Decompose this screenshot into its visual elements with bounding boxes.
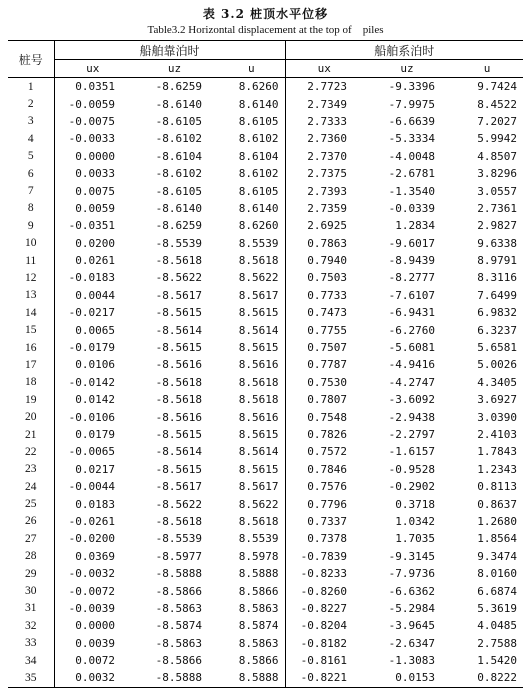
cell-berthing-ux: -0.0217 [68,306,115,320]
cell-mooring-u: 3.0557 [477,184,518,198]
cell-mooring-u: 9.3474 [477,549,518,563]
cell-pile-number: 5 [8,148,54,165]
cell-pile-number: 33 [8,635,54,652]
cell-berthing-uz: -8.5866 [155,654,202,668]
cell-berthing-uz: -8.5618 [155,375,202,389]
header-pile-number: 桩号 [8,41,54,78]
cell-mooring-u: 3.8296 [477,167,518,181]
cell-mooring-ux: 0.7337 [307,514,348,528]
cell-mooring-ux: 0.7548 [307,410,348,424]
cell-mooring-u: 0.8222 [451,669,523,687]
header-berthing-uz: uz [131,60,218,78]
header-group-mooring: 船舶系泊时 [285,41,523,60]
cell-mooring-u: 5.3619 [477,601,518,615]
cell-berthing-uz: -8.5863 [155,601,202,615]
cell-berthing-ux: -0.0106 [68,410,115,424]
cell-mooring-ux: 0.7940 [307,254,348,268]
cell-berthing-uz: -8.6104 [155,149,202,163]
cell-pile-number: 24 [8,478,54,495]
cell-berthing-u: 8.5874 [218,617,285,634]
cell-mooring-uz: -7.6107 [388,288,436,302]
cell-mooring-uz: -1.3540 [388,184,436,198]
cell-berthing-u: 8.5615 [218,339,285,356]
cell-mooring-ux: -0.8182 [300,636,348,650]
table-row [8,165,523,182]
cell-berthing-uz: -8.5888 [131,669,218,687]
header-row-groups [8,41,523,60]
cell-mooring-ux: 0.7576 [307,480,348,494]
cell-berthing-ux: -0.0059 [68,97,115,111]
cell-mooring-uz: -6.6362 [388,584,436,598]
cell-berthing-u: 8.5622 [218,495,285,512]
cell-berthing-u: 8.5618 [218,391,285,408]
cell-mooring-ux: 0.7846 [307,462,348,476]
cell-berthing-u: 8.6260 [218,217,285,234]
header-group-berthing: 船舶靠泊时 [54,41,285,60]
table-row [8,235,523,252]
cell-berthing-ux: 0.0075 [75,184,115,198]
table-row [8,408,523,425]
header-berthing-u: u [218,60,285,78]
cell-mooring-u: 2.7588 [477,636,518,650]
table-row [8,478,523,495]
cell-pile-number: 23 [8,461,54,478]
cell-mooring-ux: 2.7333 [307,114,348,128]
table-row [8,426,523,443]
table-body [8,78,523,688]
table-row [8,321,523,338]
cell-mooring-ux: 2.7393 [307,184,348,198]
cell-mooring-uz: 0.3718 [395,497,436,511]
cell-mooring-uz: -2.2797 [388,428,436,441]
cell-berthing-ux: 0.0200 [75,236,115,250]
cell-mooring-u: 0.8113 [477,480,518,494]
cell-pile-number: 12 [8,269,54,286]
cell-mooring-ux: 2.7723 [307,80,348,94]
cell-berthing-u: 8.6104 [218,148,285,165]
cell-berthing-ux: -0.0261 [68,514,115,528]
table-row [8,495,523,512]
cell-mooring-u: 2.9827 [477,219,518,233]
cell-mooring-ux: 0.7507 [307,341,348,355]
cell-pile-number: 4 [8,130,54,147]
cell-mooring-ux: 0.7733 [307,288,348,302]
cell-berthing-ux: 0.0106 [75,358,115,372]
cell-pile-number: 6 [8,165,54,182]
cell-mooring-uz: -9.6017 [388,236,436,250]
cell-pile-number: 21 [8,426,54,443]
table-row [8,565,523,582]
cell-pile-number: 10 [8,235,54,252]
cell-berthing-uz: -8.6102 [155,167,202,181]
cell-mooring-ux: 0.7572 [307,445,348,459]
table-row [8,95,523,112]
cell-berthing-uz: -8.6105 [155,114,202,128]
cell-mooring-ux: -0.7839 [300,549,348,563]
cell-mooring-ux: -0.8161 [300,654,348,668]
cell-mooring-u: 2.4103 [477,428,518,441]
cell-mooring-uz: -7.9975 [388,97,436,111]
cell-mooring-uz: -1.6157 [388,445,436,459]
cell-mooring-ux: -0.8204 [300,619,348,633]
cell-berthing-u: 8.5614 [218,443,285,460]
cell-berthing-uz: -8.5622 [155,271,202,285]
header-mooring-ux: ux [285,60,363,78]
cell-mooring-uz: -1.3083 [388,654,436,668]
cell-berthing-u: 8.5866 [218,582,285,599]
cell-berthing-uz: -8.6140 [155,97,202,111]
cell-pile-number: 2 [8,95,54,112]
cell-berthing-u: 8.5888 [218,669,285,687]
cell-berthing-u: 8.6102 [218,165,285,182]
cell-berthing-ux: -0.0032 [68,567,115,581]
table-row [8,635,523,652]
table-row [8,269,523,286]
cell-mooring-ux: 0.7796 [307,497,348,511]
cell-mooring-uz: -4.0048 [388,149,436,163]
cell-berthing-ux: 0.0179 [75,428,115,441]
cell-pile-number: 31 [8,600,54,617]
cell-mooring-uz: -6.6639 [388,114,436,128]
table-row [8,374,523,391]
header-row-columns [8,60,523,78]
cell-mooring-u: 9.7424 [477,80,518,94]
cell-berthing-u: 8.6260 [218,78,285,96]
cell-mooring-u: 2.7361 [477,201,518,215]
cell-berthing-uz: -8.6259 [155,80,202,94]
cell-berthing-uz: -8.5617 [155,480,202,494]
cell-mooring-uz: -2.6781 [388,167,436,181]
cell-pile-number: 34 [8,652,54,669]
cell-berthing-uz: -8.5615 [155,341,202,355]
cell-mooring-ux: -0.8227 [300,601,348,615]
cell-berthing-uz: -8.6259 [155,219,202,233]
cell-mooring-u: 1.8564 [477,532,518,546]
cell-berthing-uz: -8.6102 [155,132,202,146]
table-row [8,287,523,304]
cell-berthing-u: 8.5614 [218,321,285,338]
table-row [8,113,523,130]
cell-pile-number: 17 [8,356,54,373]
cell-berthing-uz: -8.5539 [155,532,202,546]
cell-mooring-uz: -3.9645 [388,619,436,633]
cell-berthing-ux: 0.0044 [75,288,115,302]
cell-berthing-ux: -0.0351 [68,219,115,233]
cell-mooring-uz: -0.0339 [388,201,436,215]
table-row [8,252,523,269]
cell-mooring-uz: -5.2984 [388,601,436,615]
cell-pile-number: 27 [8,530,54,547]
cell-pile-number: 20 [8,408,54,425]
cell-berthing-ux: 0.0032 [54,669,131,687]
cell-mooring-uz: 1.2834 [395,219,436,233]
cell-berthing-u: 8.5539 [218,235,285,252]
cell-berthing-uz: -8.5977 [155,549,202,563]
cell-mooring-uz: -3.6092 [388,393,436,407]
table-row [8,652,523,669]
cell-berthing-uz: -8.5617 [155,288,202,302]
cell-pile-number: 8 [8,200,54,217]
cell-pile-number: 1 [8,78,54,96]
cell-mooring-uz: -7.9736 [388,567,436,581]
cell-mooring-uz: 1.7035 [395,532,436,546]
cell-mooring-ux: 2.7360 [307,132,348,146]
cell-pile-number: 15 [8,321,54,338]
cell-mooring-ux: 0.7826 [307,428,348,441]
cell-mooring-uz: -4.2747 [388,375,436,389]
cell-berthing-ux: 0.0351 [75,80,115,94]
cell-berthing-uz: -8.5614 [155,323,202,337]
cell-pile-number: 3 [8,113,54,130]
cell-mooring-ux: -0.8233 [300,567,348,581]
cell-berthing-u: 8.5615 [218,304,285,321]
cell-pile-number: 13 [8,287,54,304]
cell-berthing-uz: -8.6140 [155,201,202,215]
cell-berthing-uz: -8.6105 [155,184,202,198]
cell-berthing-ux: -0.0142 [68,375,115,389]
cell-berthing-uz: -8.5618 [155,514,202,528]
cell-mooring-uz: -4.9416 [388,358,436,372]
cell-mooring-u: 6.6874 [477,584,518,598]
cell-berthing-ux: -0.0072 [68,584,115,598]
cell-berthing-u: 8.5617 [218,287,285,304]
cell-berthing-u: 8.5616 [218,408,285,425]
cell-mooring-uz: -0.2902 [388,480,436,494]
table-row [8,617,523,634]
cell-mooring-u: 7.2027 [477,114,518,128]
cell-berthing-ux: 0.0059 [75,201,115,215]
table-row [8,443,523,460]
table-row [8,548,523,565]
cell-berthing-u: 8.5618 [218,513,285,530]
table-row [8,582,523,599]
cell-mooring-ux: 0.7530 [307,375,348,389]
cell-berthing-u: 8.5978 [218,548,285,565]
cell-mooring-u: 5.0026 [477,358,518,372]
cell-mooring-u: 8.0160 [477,567,518,581]
cell-berthing-u: 8.5618 [218,252,285,269]
cell-pile-number: 29 [8,565,54,582]
table-row [8,356,523,373]
cell-mooring-ux: 0.7755 [307,323,348,337]
cell-mooring-ux: 2.6925 [307,219,348,233]
cell-berthing-ux: -0.0179 [68,341,115,355]
cell-mooring-uz: 1.0342 [395,514,436,528]
cell-berthing-ux: 0.0072 [75,654,115,668]
cell-mooring-uz: -2.6347 [388,636,436,650]
cell-berthing-u: 8.5863 [218,600,285,617]
cell-pile-number: 22 [8,443,54,460]
cell-berthing-uz: -8.5618 [155,254,202,268]
cell-berthing-u: 8.5866 [218,652,285,669]
cell-mooring-ux: 0.7473 [307,306,348,320]
cell-mooring-uz: -5.6081 [388,341,436,355]
cell-mooring-u: 4.8507 [477,149,518,163]
cell-pile-number: 16 [8,339,54,356]
cell-berthing-ux: 0.0369 [75,549,115,563]
cell-berthing-ux: -0.0200 [68,532,115,546]
cell-berthing-uz: -8.5888 [155,567,202,581]
cell-berthing-uz: -8.5866 [155,584,202,598]
cell-berthing-ux: -0.0033 [68,132,115,146]
cell-berthing-u: 8.6105 [218,182,285,199]
cell-berthing-u: 8.6140 [218,200,285,217]
table-row [8,304,523,321]
cell-berthing-uz: -8.5616 [155,410,202,424]
table-row [8,391,523,408]
cell-mooring-u: 4.0485 [477,619,518,633]
displacement-table [8,40,523,688]
cell-berthing-u: 8.6102 [218,130,285,147]
cell-mooring-u: 1.2680 [477,514,518,528]
cell-pile-number: 28 [8,548,54,565]
cell-berthing-uz: -8.5539 [155,236,202,250]
cell-mooring-u: 3.0390 [477,410,518,424]
cell-berthing-u: 8.5616 [218,356,285,373]
cell-berthing-u: 8.6140 [218,95,285,112]
table-row [8,461,523,478]
cell-mooring-uz: -2.9438 [388,410,436,424]
cell-pile-number: 25 [8,495,54,512]
cell-pile-number: 7 [8,182,54,199]
cell-berthing-u: 8.5863 [218,635,285,652]
cell-mooring-ux: 0.7787 [307,358,348,372]
table-row [8,669,523,687]
cell-berthing-ux: 0.0217 [75,462,115,476]
cell-mooring-ux: 0.7503 [307,271,348,285]
cell-mooring-uz: -5.3334 [388,132,436,146]
cell-mooring-ux: 2.7375 [307,167,348,181]
cell-mooring-u: 5.6581 [477,341,518,355]
cell-mooring-uz: -0.9528 [388,462,436,476]
cell-berthing-uz: -8.5615 [155,462,202,476]
table-row [8,78,523,96]
table-row [8,530,523,547]
cell-berthing-uz: -8.5616 [155,358,202,372]
table-title-english: Table3.2 Horizontal displacement at the top of piles [147,24,384,36]
cell-mooring-u: 1.2343 [477,462,518,476]
cell-mooring-u: 6.9832 [477,306,518,320]
cell-berthing-ux: -0.0044 [68,480,115,494]
cell-pile-number: 30 [8,582,54,599]
table-row [8,513,523,530]
cell-berthing-u: 8.6105 [218,113,285,130]
cell-berthing-u: 8.5539 [218,530,285,547]
cell-mooring-uz: -6.2760 [388,323,436,337]
cell-berthing-u: 8.5618 [218,374,285,391]
cell-berthing-uz: -8.5618 [155,393,202,407]
cell-pile-number: 35 [8,669,54,687]
cell-berthing-uz: -8.5615 [155,306,202,320]
cell-berthing-ux: 0.0039 [75,636,115,650]
cell-berthing-u: 8.5888 [218,565,285,582]
cell-mooring-ux: 0.7807 [307,393,348,407]
cell-mooring-ux: 2.7359 [307,201,348,215]
table-row [8,600,523,617]
cell-mooring-uz: -8.2777 [388,271,436,285]
cell-berthing-u: 8.5622 [218,269,285,286]
cell-pile-number: 9 [8,217,54,234]
cell-pile-number: 18 [8,374,54,391]
cell-mooring-u: 1.5420 [477,654,518,668]
cell-mooring-u: 5.9942 [477,132,518,146]
cell-pile-number: 11 [8,252,54,269]
cell-mooring-uz: -9.3396 [388,80,436,94]
cell-berthing-u: 8.5615 [218,426,285,443]
table-row [8,130,523,147]
table-row [8,217,523,234]
cell-berthing-ux: 0.0183 [75,497,115,511]
cell-pile-number: 32 [8,617,54,634]
table-title-chinese: 表 3.2 桩顶水平位移 [202,7,329,21]
cell-mooring-uz: -6.9431 [388,306,436,320]
cell-mooring-u: 9.6338 [477,236,518,250]
cell-mooring-uz: -8.9439 [388,254,436,268]
cell-mooring-u: 3.6927 [477,393,518,407]
cell-pile-number: 26 [8,513,54,530]
cell-mooring-u: 8.9791 [477,254,518,268]
cell-mooring-ux: 2.7349 [307,97,348,111]
cell-pile-number: 19 [8,391,54,408]
header-mooring-uz: uz [363,60,451,78]
cell-berthing-ux: -0.0183 [68,271,115,285]
cell-mooring-ux: -0.8260 [300,584,348,598]
header-mooring-u: u [451,60,523,78]
cell-berthing-ux: 0.0033 [75,167,115,181]
cell-berthing-uz: -8.5615 [155,428,202,441]
table-row [8,148,523,165]
cell-berthing-u: 8.5615 [218,461,285,478]
cell-mooring-uz: -9.3145 [388,549,436,563]
cell-berthing-u: 8.5617 [218,478,285,495]
cell-mooring-u: 1.7843 [477,445,518,459]
table-row [8,339,523,356]
cell-mooring-u: 7.6499 [477,288,518,302]
cell-berthing-uz: -8.5622 [155,497,202,511]
cell-mooring-u: 6.3237 [477,323,518,337]
cell-berthing-ux: 0.0142 [75,393,115,407]
cell-mooring-u: 8.4522 [477,97,518,111]
cell-berthing-ux: 0.0065 [75,323,115,337]
cell-mooring-u: 0.8637 [477,497,518,511]
cell-berthing-ux: 0.0000 [75,149,115,163]
cell-berthing-ux: 0.0000 [75,619,115,633]
cell-mooring-ux: -0.8221 [285,669,363,687]
cell-pile-number: 14 [8,304,54,321]
cell-berthing-uz: -8.5614 [155,445,202,459]
cell-mooring-u: 4.3405 [477,375,518,389]
table-row [8,200,523,217]
cell-mooring-ux: 0.7378 [307,532,348,546]
cell-berthing-ux: -0.0039 [68,601,115,615]
header-berthing-ux: ux [54,60,131,78]
cell-mooring-ux: 2.7370 [307,149,348,163]
cell-mooring-ux: 0.7863 [307,236,348,250]
cell-mooring-uz: 0.0153 [363,669,451,687]
cell-berthing-uz: -8.5874 [155,619,202,633]
cell-berthing-ux: 0.0261 [75,254,115,268]
cell-berthing-uz: -8.5863 [155,636,202,650]
cell-berthing-ux: -0.0075 [68,114,115,128]
cell-berthing-ux: -0.0065 [68,445,115,459]
table-row [8,182,523,199]
cell-mooring-u: 8.3116 [477,271,518,285]
